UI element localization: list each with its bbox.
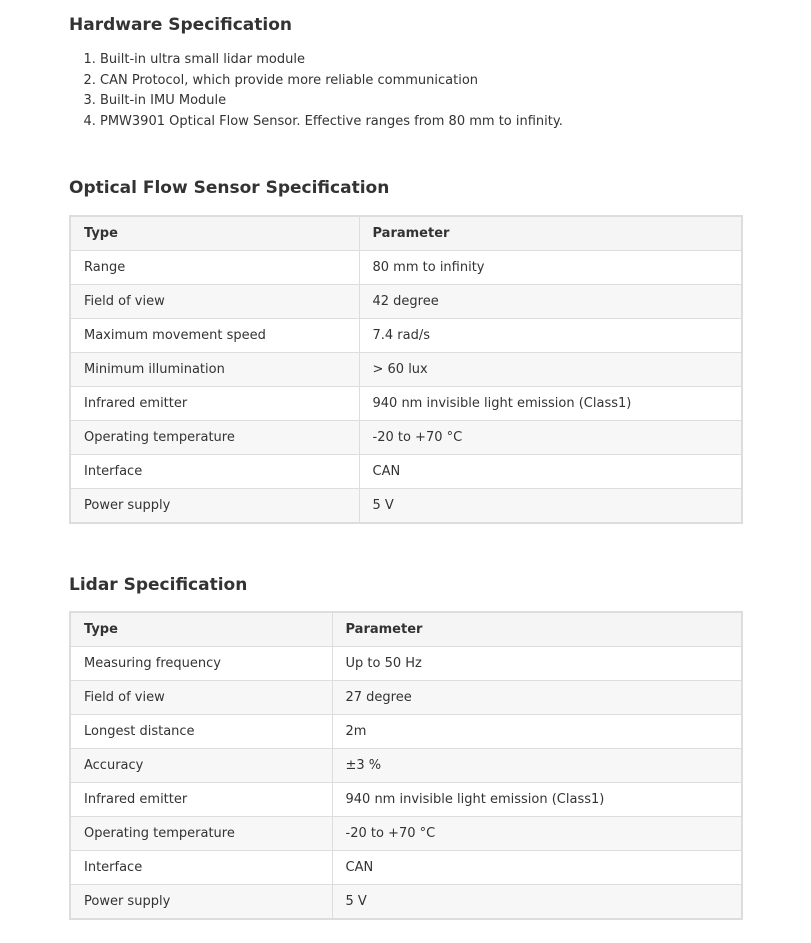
type-cell: Power supply: [70, 885, 332, 920]
table-row: [70, 251, 742, 285]
parameter-cell: 5 V: [332, 885, 742, 920]
type-cell: Infrared emitter: [70, 783, 332, 817]
column-header-parameter: Parameter: [359, 216, 742, 251]
type-cell: Power supply: [70, 489, 359, 524]
type-cell: Infrared emitter: [70, 387, 359, 421]
list-item: 3. Built-in IMU Module: [100, 91, 563, 112]
table-row: [70, 421, 742, 455]
parameter-cell: 2m: [332, 715, 742, 749]
parameter-cell: Up to 50 Hz: [332, 647, 742, 681]
parameter-cell: -20 to +70 °C: [332, 817, 742, 851]
table-row: [70, 455, 742, 489]
table-row: [70, 353, 742, 387]
table-row: [70, 387, 742, 421]
list-item: 4. PMW3901 Optical Flow Sensor. Effective ranges from 80 mm to infinity.: [100, 112, 563, 133]
table-row: [70, 489, 742, 524]
table-row: [70, 749, 742, 783]
type-cell: Interface: [70, 851, 332, 885]
list-item: 2. CAN Protocol, which provide more reliable communication: [100, 71, 563, 92]
table-header-row: [70, 216, 742, 251]
parameter-cell: 80 mm to infinity: [359, 251, 742, 285]
parameter-cell: CAN: [332, 851, 742, 885]
hardware-feature-list: [69, 50, 563, 132]
type-cell: Operating temperature: [70, 817, 332, 851]
type-cell: Operating temperature: [70, 421, 359, 455]
optical-flow-spec-heading: Optical Flow Sensor Specification: [69, 178, 390, 198]
table-row: [70, 885, 742, 920]
parameter-cell: 27 degree: [332, 681, 742, 715]
table-row: [70, 851, 742, 885]
optical-flow-spec-table: [69, 215, 743, 524]
type-cell: Field of view: [70, 285, 359, 319]
type-cell: Minimum illumination: [70, 353, 359, 387]
table-header-row: [70, 612, 742, 647]
type-cell: Longest distance: [70, 715, 332, 749]
list-item: 1. Built-in ultra small lidar module: [100, 50, 563, 71]
table-row: [70, 319, 742, 353]
table-row: [70, 285, 742, 319]
column-header-type: Type: [70, 216, 359, 251]
type-cell: Range: [70, 251, 359, 285]
lidar-spec-table: [69, 611, 743, 920]
parameter-cell: 7.4 rad/s: [359, 319, 742, 353]
parameter-cell: 940 nm invisible light emission (Class1): [359, 387, 742, 421]
type-cell: Measuring frequency: [70, 647, 332, 681]
column-header-parameter: Parameter: [332, 612, 742, 647]
table-row: [70, 647, 742, 681]
table-row: [70, 715, 742, 749]
parameter-cell: 5 V: [359, 489, 742, 524]
type-cell: Field of view: [70, 681, 332, 715]
table-row: [70, 783, 742, 817]
parameter-cell: 940 nm invisible light emission (Class1): [332, 783, 742, 817]
parameter-cell: > 60 lux: [359, 353, 742, 387]
column-header-type: Type: [70, 612, 332, 647]
type-cell: Interface: [70, 455, 359, 489]
table-row: [70, 681, 742, 715]
type-cell: Accuracy: [70, 749, 332, 783]
parameter-cell: -20 to +70 °C: [359, 421, 742, 455]
hardware-spec-heading: Hardware Specification: [69, 15, 292, 35]
table-row: [70, 817, 742, 851]
lidar-spec-heading: Lidar Specification: [69, 575, 248, 595]
type-cell: Maximum movement speed: [70, 319, 359, 353]
parameter-cell: ±3 %: [332, 749, 742, 783]
parameter-cell: 42 degree: [359, 285, 742, 319]
parameter-cell: CAN: [359, 455, 742, 489]
